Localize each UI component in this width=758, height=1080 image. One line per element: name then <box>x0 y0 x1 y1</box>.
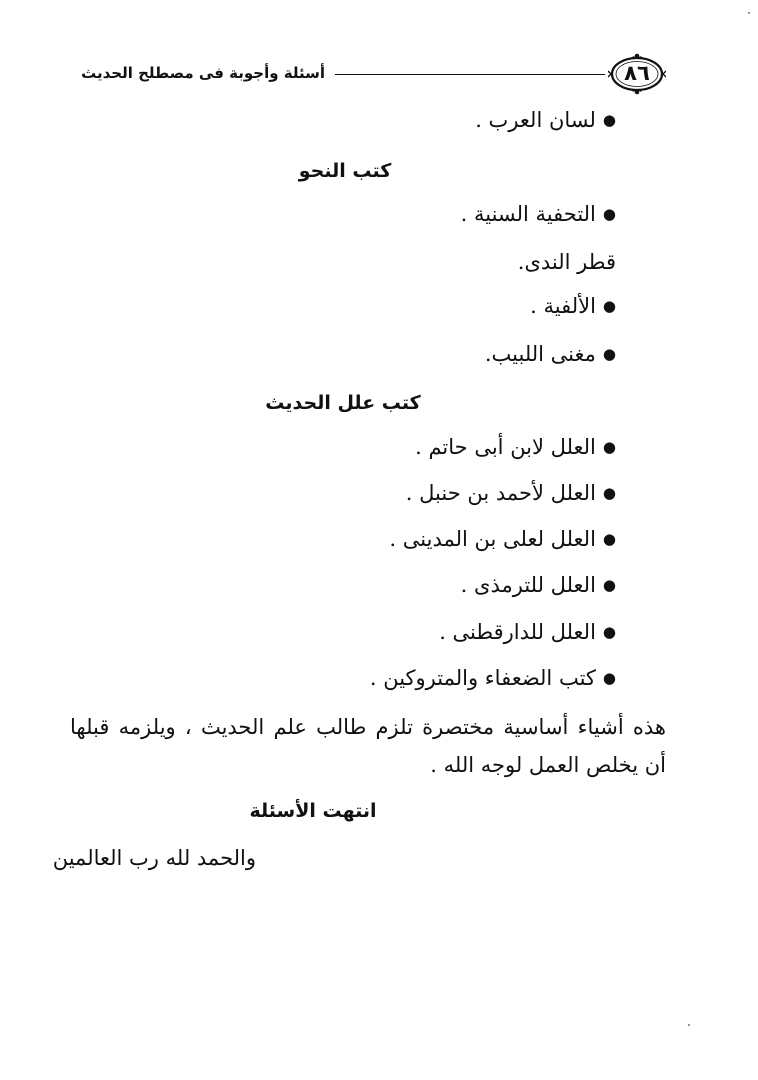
list-item: ● كتب الضعفاء والمتروكين . <box>370 666 616 690</box>
page-number-badge <box>608 52 666 96</box>
list-item: ● العلل لعلى بن المدينى . <box>389 527 616 551</box>
scan-speck <box>688 1024 690 1026</box>
page-number: ٨٦ <box>624 61 650 85</box>
list-item: ● الألفية . <box>530 294 616 318</box>
heading-nahw: كتب النحو <box>298 160 392 182</box>
heading-ilal: كتب علل الحديث <box>265 392 421 414</box>
closing-paragraph: هذه أشياء أساسية مختصرة تلزم طالب علم الحديث ، ويلزمه قبلها أن يخلص العمل لوجه الله . <box>70 715 666 777</box>
heading-end: انتهت الأسئلة <box>249 800 377 822</box>
list-item: ● العلل لأحمد بن حنبل . <box>406 481 616 505</box>
list-item: قطر الندى. <box>517 250 616 274</box>
header-rule <box>335 74 605 75</box>
list-item: ● مغنى اللبيب. <box>485 342 616 366</box>
list-item: ● العلل للدارقطنى . <box>439 620 616 644</box>
list-item: ● العلل للترمذى . <box>461 573 616 597</box>
final-line: والحمد لله رب العالمين <box>52 846 256 870</box>
list-item-lisan: ● لسان العرب . <box>475 108 616 132</box>
running-header <box>70 52 670 96</box>
running-title: أسئلة وأجوبة فى مصطلح الحديث <box>81 64 325 82</box>
list-item: ● العلل لابن أبى حاتم . <box>415 435 616 459</box>
scan-speck <box>748 12 750 14</box>
list-item: ● التحفية السنية . <box>461 202 616 226</box>
